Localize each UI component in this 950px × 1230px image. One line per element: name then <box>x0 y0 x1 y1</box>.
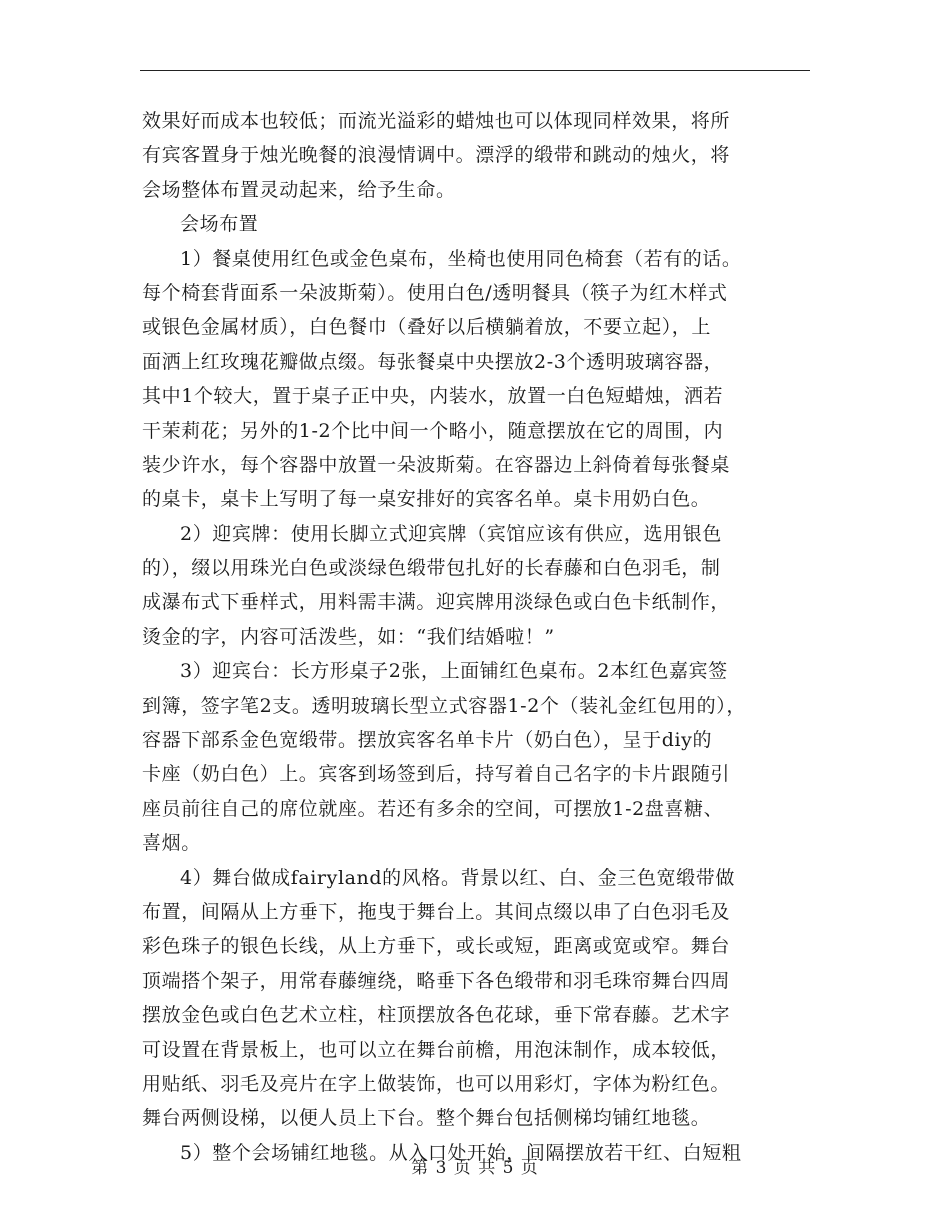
text-line: 面洒上红玫瑰花瓣做点缀。每张餐桌中央摆放2-3个透明玻璃容器， <box>142 350 724 373</box>
text-line: 1）餐桌使用红色或金色桌布，坐椅也使用同色椅套（若有的话。 <box>180 247 742 270</box>
text-line: 会场布置 <box>180 213 259 236</box>
header-rule <box>140 70 810 71</box>
text-line: 彩色珠子的银色长线，从上方垂下，或长或短，距离或宽或窄。舞台 <box>142 935 731 958</box>
text-line: 会场整体布置灵动起来，给予生命。 <box>142 178 456 201</box>
text-line: 顶端搭个架子，用常春藤缠绕，略垂下各色缎带和羽毛珠帘舞台四周 <box>142 969 731 992</box>
text-line: 舞台两侧设梯，以便人员上下台。整个舞台包括侧梯均铺红地毯。 <box>142 1107 711 1130</box>
text-line: 成瀑布式下垂样式，用料需丰满。迎宾牌用淡绿色或白色卡纸制作， <box>142 591 731 614</box>
text-line: 的），缀以用珠光白色或淡绿色缎带包扎好的长春藤和白色羽毛，制 <box>142 557 721 580</box>
text-line: 或银色金属材质），白色餐巾（叠好以后横躺着放，不要立起），上 <box>142 316 712 339</box>
text-line: 2）迎宾牌：使用长脚立式迎宾牌（宾馆应该有供应，选用银色 <box>180 522 722 545</box>
text-line: 摆放金色或白色艺术立柱，柱顶摆放各色花球，垂下常春藤。艺术字 <box>142 1004 731 1027</box>
text-line: 装少许水，每个容器中放置一朵波斯菊。在容器边上斜倚着每张餐桌 <box>142 453 731 476</box>
text-line: 容器下部系金色宽缎带。摆放宾客名单卡片（奶白色），呈于diy的 <box>142 729 713 752</box>
text-line: 5）整个会场铺红地毯。从入口处开始，间隔摆放若干红、白短粗 <box>180 1141 742 1164</box>
text-line: 每个椅套背面系一朵波斯菊）。使用白色/透明餐具（筷子为红木样式 <box>142 281 728 304</box>
text-line: 干茉莉花；另外的1-2个比中间一个略小，随意摆放在它的周围，内 <box>142 419 724 442</box>
text-line: 喜烟。 <box>142 832 201 855</box>
text-line: 3）迎宾台：长方形桌子2张，上面铺红色桌布。2本红色嘉宾签 <box>180 660 728 683</box>
text-line: 4）舞台做成fairyland的风格。背景以红、白、金三色宽缎带做 <box>180 866 735 889</box>
text-line: 效果好而成本也较低；而流光溢彩的蜡烛也可以体现同样效果，将所 <box>142 110 731 132</box>
text-line: 的桌卡，桌卡上写明了每一桌安排好的宾客名单。桌卡用奶白色。 <box>142 488 711 511</box>
text-line: 到簿，签字笔2支。透明玻璃长型立式容器1-2个（装礼金红包用的）， <box>142 694 746 717</box>
text-line: 烫金的字，内容可活泼些，如：“我们结婚啦！” <box>142 625 555 648</box>
text-line: 可设置在背景板上，也可以立在舞台前檐，用泡沫制作，成本较低， <box>142 1038 731 1061</box>
text-line: 用贴纸、羽毛及亮片在字上做装饰，也可以用彩灯，字体为粉红色。 <box>142 1072 731 1095</box>
page-footer: 第 3 页 共 5 页 <box>411 1158 539 1178</box>
text-line: 布置，间隔从上方垂下，拖曳于舞台上。其间点缀以串了白色羽毛及 <box>142 900 731 923</box>
text-line: 座员前往自己的席位就座。若还有多余的空间，可摆放1-2盘喜糖、 <box>142 797 724 820</box>
document-body <box>142 104 832 1170</box>
text-line: 有宾客置身于烛光晚餐的浪漫情调中。漂浮的缎带和跳动的烛火，将 <box>142 144 731 167</box>
text-line: 卡座（奶白色）上。宾客到场签到后，持写着自己名字的卡片跟随引 <box>142 763 731 786</box>
text-line: 其中1个较大，置于桌子正中央，内装水，放置一白色短蜡烛，洒若 <box>142 385 724 408</box>
